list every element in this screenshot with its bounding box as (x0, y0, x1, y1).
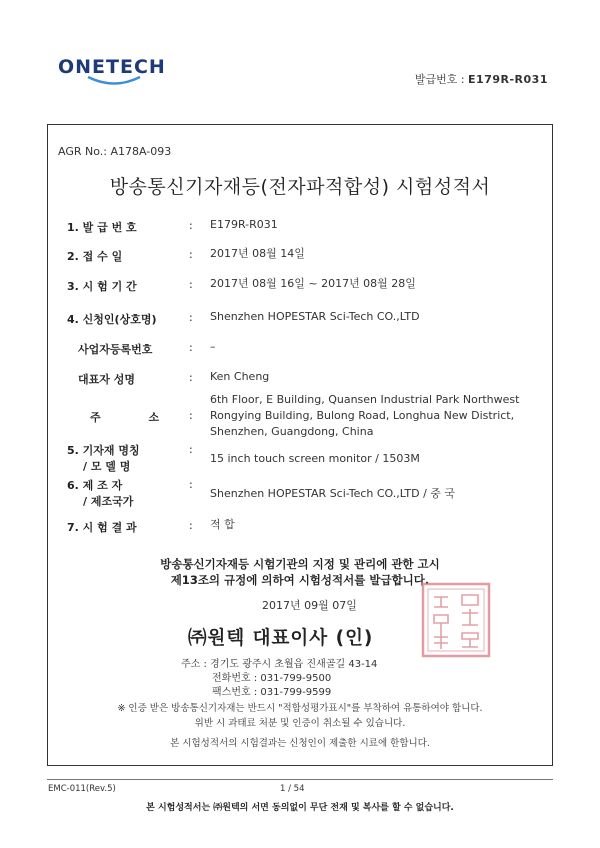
company-fax: 팩스번호 : 031-799-9599 (212, 687, 332, 698)
applicant-label: 4. 신청인(상호명) (67, 313, 157, 326)
logo-text: ONETECH (58, 56, 166, 78)
receipt-date-value: 2017년 08월 14일 (210, 247, 305, 260)
row-colon: : (189, 278, 193, 291)
cert-number-label: 발급번호 : (414, 73, 465, 86)
test-period-value: 2017년 08월 16일 ~ 2017년 08월 28일 (210, 277, 416, 290)
form-number: EMC-011(Rev.5) (48, 784, 116, 794)
row-colon: : (189, 341, 193, 354)
row-colon: : (189, 219, 193, 232)
address-value (210, 392, 519, 440)
page-number: 1 / 54 (280, 784, 305, 794)
representative-value: Ken Cheng (210, 370, 270, 383)
report-title: 방송통신기자재등(전자파적합성) 시험성적서 (109, 176, 491, 198)
address-line-2: Rongying Building, Bulong Road, Longhua New District, (210, 409, 515, 422)
representative-label: 대표자 성명 (78, 373, 135, 386)
company-signature: ㈜원텍 대표이사 (인) (188, 628, 374, 649)
manufacturer-value: Shenzhen HOPESTAR Sci-Tech CO.,LTD / 중 국 (210, 487, 456, 500)
manufacturer-label (67, 478, 133, 510)
footer-divider (47, 779, 553, 780)
issue-number-label: 1. 발 급 번 호 (67, 221, 137, 234)
test-result-value: 적 합 (210, 518, 235, 531)
notice-line-2: 제13조의 규정에 의하여 시험성적서를 발급합니다. (170, 573, 430, 587)
report-frame (47, 124, 553, 766)
warning-line-1: ※ 인증 받은 방송통신기자재는 반드시 "적합성평가표시"를 부착하여 유통하여야 합니다. (117, 703, 483, 714)
manufacturer-label-line1: 6. 제 조 자 (67, 479, 123, 492)
cert-number-value: E179R-R031 (468, 73, 548, 86)
equipment-name-label-line1: 5. 기자재 명칭 (67, 444, 140, 457)
applicant-value: Shenzhen HOPESTAR Sci-Tech CO.,LTD (210, 310, 420, 323)
address-label: 주 소 (90, 411, 182, 424)
test-period-label: 3. 시 험 기 간 (67, 280, 137, 293)
logo-swoosh-icon (86, 74, 142, 88)
equipment-name-value: 15 inch touch screen monitor / 1503M (210, 452, 420, 465)
receipt-date-label: 2. 접 수 일 (67, 250, 123, 263)
copyright-notice: 본 시험성적서는 ㈜원텍의 서면 동의없이 무단 전재 및 복사를 할 수 없습니다. (146, 803, 454, 813)
row-colon: : (189, 409, 193, 422)
company-seal-icon (420, 581, 492, 659)
notice-line-1: 방송통신기자재등 시험기관의 지정 및 관리에 관한 고시 (160, 557, 440, 571)
model-name-label: / 모 델 명 (83, 460, 131, 473)
address-line-3: Shenzhen, Guangdong, China (210, 425, 374, 438)
row-colon: : (189, 478, 193, 491)
warning-line-2: 위반 시 과태료 처분 및 인증이 취소될 수 있습니다. (194, 718, 406, 729)
issue-number-value: E179R-R031 (210, 218, 278, 231)
business-reg-label: 사업자등록번호 (78, 343, 153, 356)
warning-line-3: 본 시험성적서의 시험결과는 신청인이 제출한 시료에 한합니다. (170, 738, 430, 749)
company-address: 주소 : 경기도 광주시 초월읍 진새골길 43-14 (181, 659, 378, 670)
test-result-label: 7. 시 험 결 과 (67, 521, 137, 534)
issue-date: 2017년 09월 07일 (262, 599, 357, 612)
certificate-number (415, 71, 548, 87)
company-tel: 전화번호 : 031-799-9500 (212, 673, 332, 684)
address-line-1: 6th Floor, E Building, Quansen Industrial Park Northwest (210, 393, 520, 406)
row-colon: : (189, 443, 193, 456)
country-label: / 제조국가 (83, 495, 134, 508)
onetech-logo (58, 56, 166, 94)
business-reg-value: – (210, 340, 216, 353)
row-colon: : (189, 371, 193, 384)
row-colon: : (189, 519, 193, 532)
row-colon: : (189, 248, 193, 261)
agr-number: AGR No.: A178A-093 (58, 145, 172, 158)
row-colon: : (189, 311, 193, 324)
equipment-name-label (67, 443, 140, 475)
